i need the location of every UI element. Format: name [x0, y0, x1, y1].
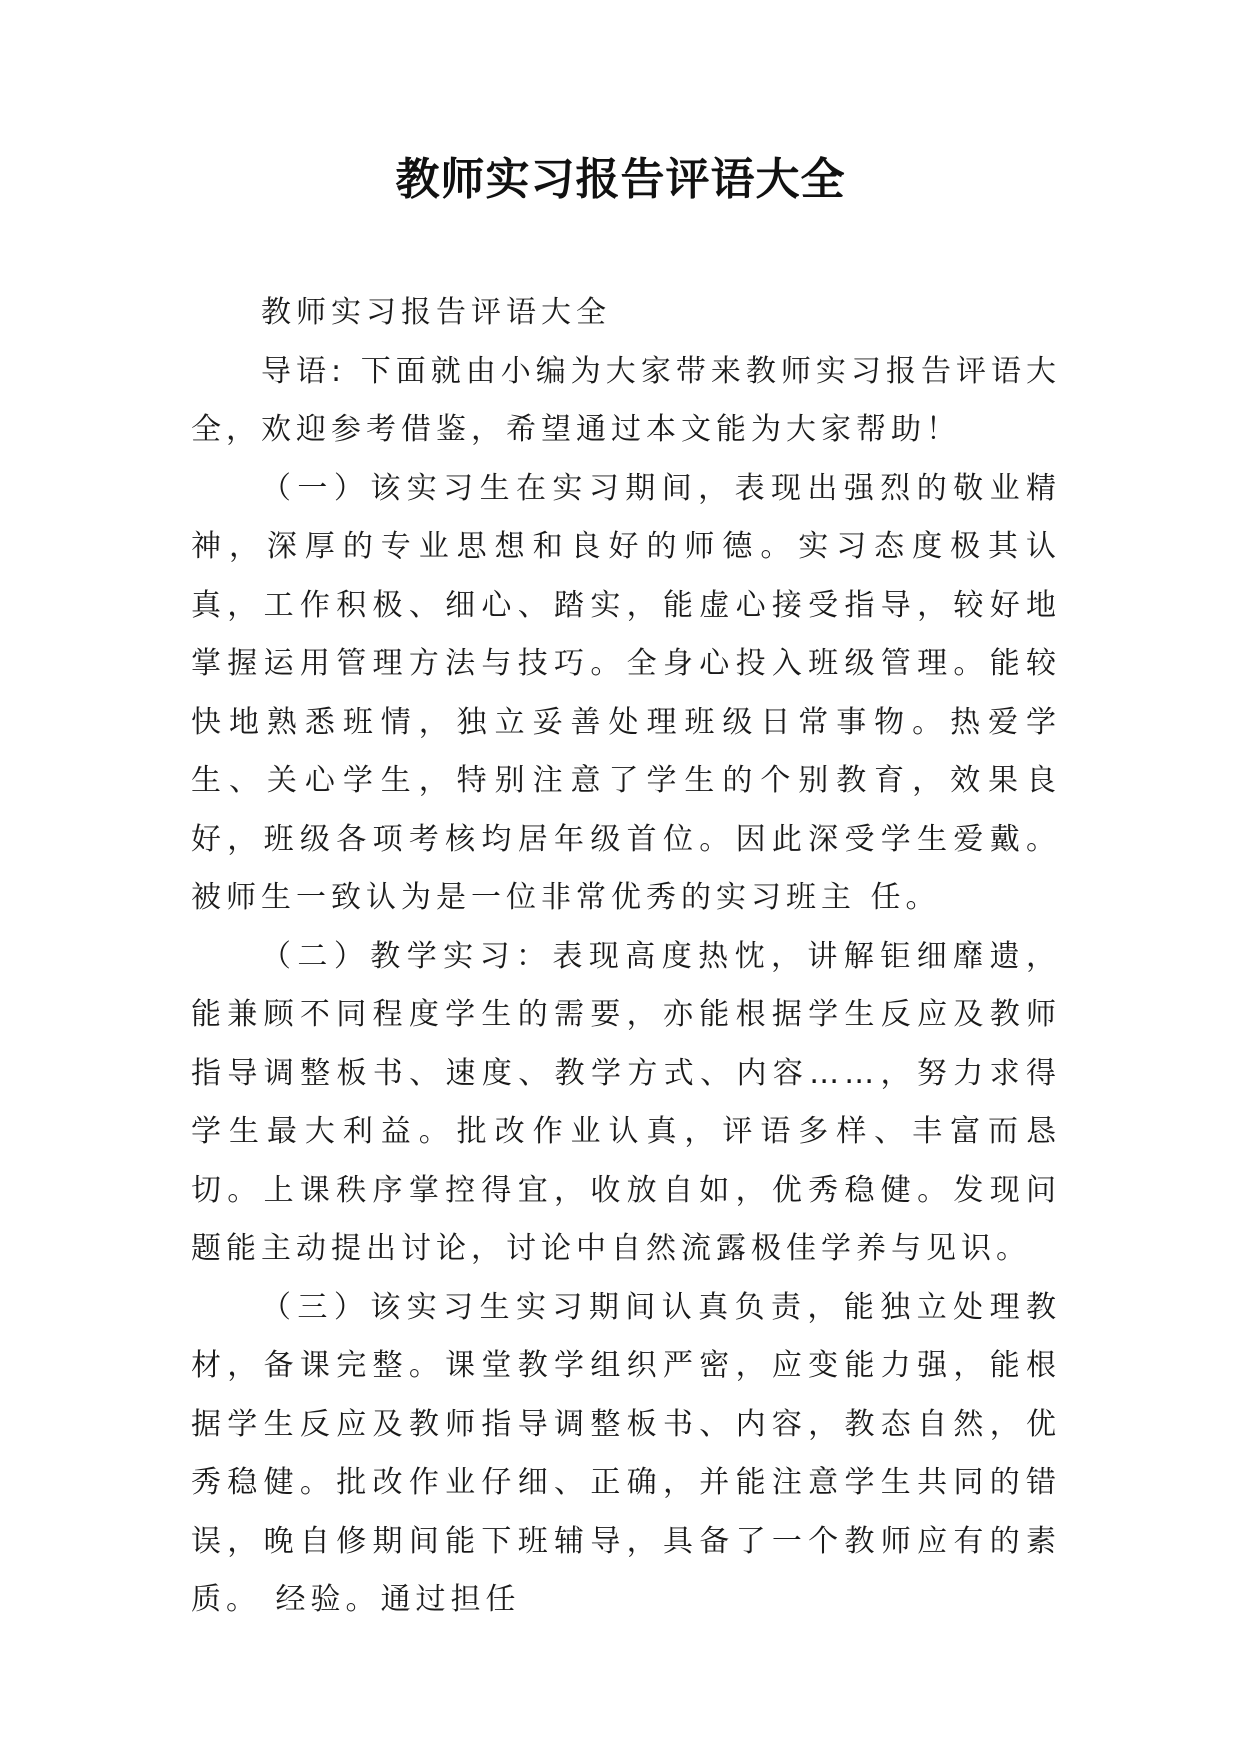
paragraph-comment-1: （一）该实习生在实习期间，表现出强烈的敬业精神，深厚的专业思想和良好的师德。实习态度极其认真，工作积极、细心、踏实，能虚心接受指导，较好地掌握运用管理方法与技巧。全身心投入班级管理。能较快地熟悉班情，独立妥善处理班级日常事物。热爱学生、关心学生，特别注意了学生的个别教育，效果良好，班级各项考核均居年级首位。因此深受学生爱戴。被师生一致认为是一位非常优秀的实习班主 任。 [191, 470, 1061, 915]
document-title: 教师实习报告评语大全 [395, 154, 846, 205]
paragraph-intro: 导语: 下面就由小编为大家带来教师实习报告评语大全，欢迎参考借鉴，希望通过本文能为大家帮助！ [191, 353, 1061, 447]
paragraph-comment-3: （三）该实习生实习期间认真负责，能独立处理教材，备课完整。课堂教学组织严密，应变能力强，能根据学生反应及教师指导调整板书、内容，教态自然，优秀稳健。批改作业仔细、正确，并能注意学生共同的错误，晚自修期间能下班辅导，具备了一个教师应有的素质。 经验。通过担任 [191, 1289, 1061, 1617]
document-body [191, 284, 1061, 1630]
paragraph-subtitle: 教师实习报告评语大全 [261, 295, 611, 330]
paragraph-comment-2: （二）教学实习：表现高度热忱，讲解钜细靡遗，能兼顾不同程度学生的需要，亦能根据学生反应及教师指导调整板书、速度、教学方式、内容……，努力求得学生最大利益。批改作业认真，评语多样、丰富而恳切。上课秩序掌控得宜，收放自如，优秀稳健。发现问题能主动提出讨论，讨论中自然流露极佳学养与见识。 [191, 938, 1061, 1266]
